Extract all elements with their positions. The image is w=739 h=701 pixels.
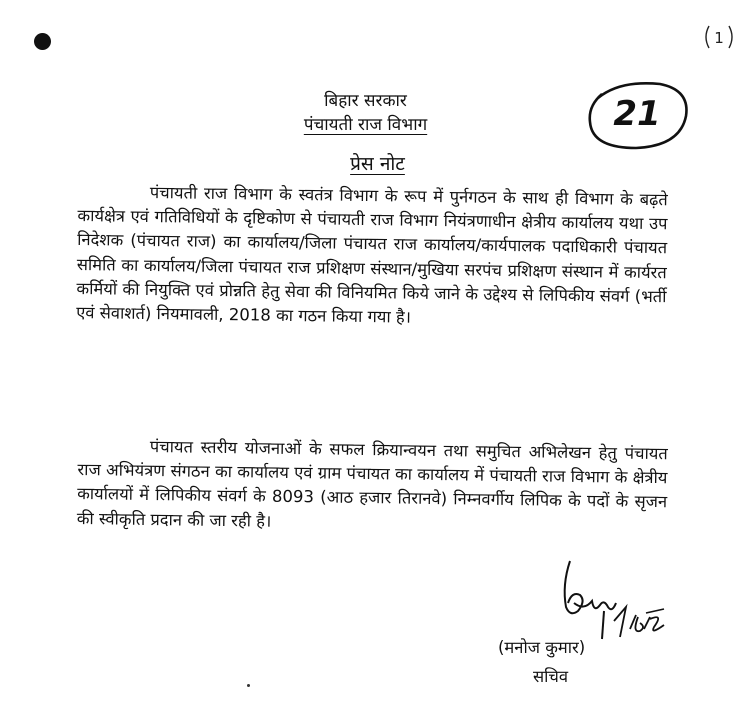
page-number: 1	[714, 29, 724, 47]
circled-number: 21	[613, 94, 661, 134]
signatory-designation: सचिव	[533, 667, 569, 686]
bullet-mark	[34, 33, 51, 50]
document-type-title	[8, 150, 739, 176]
document-type-text: प्रेस नोट	[350, 153, 405, 175]
paragraph-2: पंचायत स्तरीय योजनाओं के सफल क्रियान्वयन तथा समुचित अभिलेखन हेतु पंचायत राज अभियंत्रण संगठन का कार्यालय एवं ग्राम पंचायत का कार्यालय में पंचायती राज विभाग के क्षेत्रीय कार्यालयों में लिपिकीय संवर्ग के 8093 (आठ हजार तिरानवे) निम्नवर्गीय लिपिक के पदों के सृजन की स्वीकृति प्रदान की जा रही है।	[76, 437, 668, 531]
department-title-text: पंचायती राज विभाग	[303, 115, 428, 135]
page-number-mark	[701, 22, 737, 52]
government-title: बिहार सरकार	[324, 91, 407, 111]
department-title	[0, 112, 735, 135]
paragraph-1: पंचायती राज विभाग के स्वतंत्र विभाग के रूप में पुर्नगठन के साथ ही विभाग के बढ़ते कार्यक्षेत्र एवं गतिविधियों के दृष्टिकोण से पंचायती राज विभाग नियंत्रणाधीन क्षेत्रीय कार्यालय यथा उप निदेशक (पंचायत राज) का कार्यालय/जिला पंचायत राज कार्यालय/कार्यपालक पदाधिकारी पंचायत समिति का कार्यालय/जिला पंचायत राज प्रशिक्षण संस्थान/मुखिया सरपंच प्रशिक्षण संस्थान में कार्यरत कर्मियों की नियुक्ति एवं प्रोन्नति हेतु सेवा की विनियमित किये जाने के उद्देश्य से लिपिकीय संवर्ग (भर्ती एवं सेवाशर्त) नियमावली, 2018 का गठन किया गया है।	[76, 183, 668, 327]
handwritten-signature	[540, 555, 670, 645]
scan-dot	[247, 684, 250, 687]
signatory-name: (मनोज कुमार)	[498, 638, 586, 657]
